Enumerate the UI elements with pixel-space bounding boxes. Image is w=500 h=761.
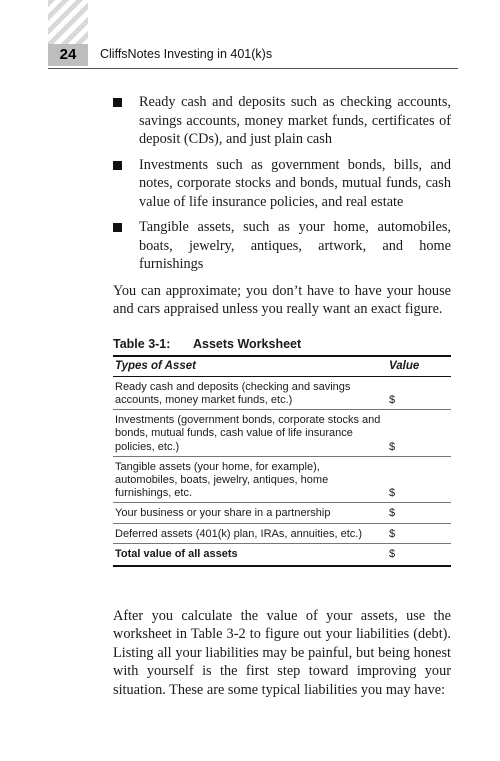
table-row: [113, 523, 451, 543]
asset-value-cell: $: [387, 503, 451, 523]
asset-value-cell: $: [387, 456, 451, 503]
list-item: [113, 218, 451, 274]
paragraph-approximate: You can approximate; you don’t have to have your house and cars appraised unless you really want an exact figure.: [113, 282, 451, 317]
running-head: CliffsNotes Investing in 401(k)s: [100, 47, 273, 61]
table-total-row: [113, 543, 451, 566]
bullet-square-icon: [113, 223, 122, 232]
table-caption-title: Assets Worksheet: [193, 336, 302, 351]
total-label-cell: Total value of all assets: [113, 543, 387, 566]
asset-type-cell: Your business or your share in a partnership: [113, 503, 387, 523]
list-item: [113, 156, 451, 212]
asset-value-cell: $: [387, 410, 451, 457]
bullet-square-icon: [113, 161, 122, 170]
table-row: [113, 456, 451, 503]
page-number: 24: [48, 44, 88, 66]
page-content: [113, 93, 451, 699]
asset-type-cell: Ready cash and deposits (checking and savings accounts, money market funds, etc.): [113, 376, 387, 409]
list-item-text: Tangible assets, such as your home, automobiles, boats, jewelry, antiques, artwork, and home furnishings: [139, 219, 451, 272]
list-item: [113, 93, 451, 149]
bullet-square-icon: [113, 98, 122, 107]
asset-value-cell: $: [387, 523, 451, 543]
list-item-text: Investments such as government bonds, bills, and notes, corporate stocks and bonds, mutual funds, cash value of life insurance policies, and real estate: [139, 156, 451, 210]
asset-bullet-list: [113, 93, 451, 274]
asset-type-cell: Investments (government bonds, corporate stocks and bonds, mutual funds, cash value of life insurance policies, etc.): [113, 410, 387, 457]
table-header-row: [113, 356, 451, 377]
table-row: [113, 503, 451, 523]
table-caption: [113, 337, 451, 351]
column-header-value: Value: [387, 356, 451, 377]
paragraph-liabilities: After you calculate the value of your assets, use the worksheet in Table 3-2 to figure out your liabilities (debt). Listing all your liabilities may be painful, but being honest with yourself is the first step toward improving your situation. These are some typical liabilities you may have:: [113, 607, 451, 698]
decorative-stripe: [48, 0, 88, 44]
asset-type-cell: Tangible assets (your home, for example), automobiles, boats, jewelry, antiques, home furnishings, etc.: [113, 456, 387, 503]
table-caption-number: Table 3-1:: [113, 336, 171, 351]
asset-type-cell: Deferred assets (401(k) plan, IRAs, annuities, etc.): [113, 523, 387, 543]
asset-value-cell: $: [387, 376, 451, 409]
total-value-cell: $: [387, 543, 451, 566]
header-rule: [48, 68, 458, 69]
table-row: [113, 376, 451, 409]
assets-worksheet: [113, 337, 451, 567]
column-header-type: Types of Asset: [113, 356, 387, 377]
table-row: [113, 410, 451, 457]
page-header: [48, 44, 458, 70]
list-item-text: Ready cash and deposits such as checking accounts, savings accounts, money market funds, certificates of deposit (CDs), and just plain cash: [139, 94, 451, 147]
assets-table: [113, 355, 451, 567]
